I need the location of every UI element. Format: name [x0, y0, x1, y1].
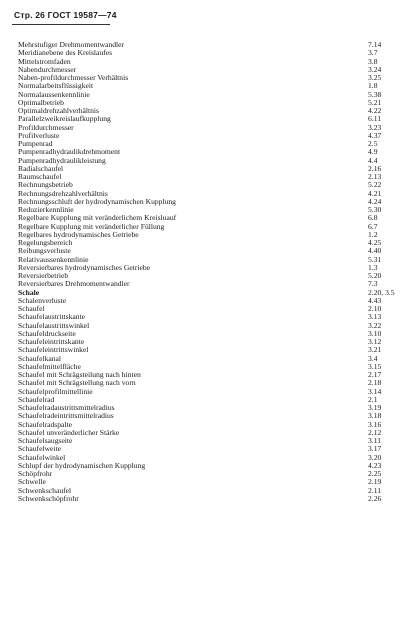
index-entry — [18, 445, 390, 453]
index-page-ref: 3.7 — [368, 48, 378, 58]
index-page-ref: 3.16 — [368, 419, 382, 429]
index-page-ref: 5.22 — [368, 180, 382, 190]
index-term: Schaufelradaustrittsmittelradius — [18, 403, 115, 412]
index-term: Meridianebene des Kreislaufes — [18, 48, 113, 58]
index-term: Reibungsverluste — [18, 246, 71, 256]
index-entry — [18, 470, 390, 478]
index-list — [18, 40, 395, 503]
index-page-ref: 3.17 — [368, 444, 382, 454]
index-entry — [18, 412, 390, 420]
index-term: Relativaussenkennlinie — [18, 254, 89, 264]
index-page-ref: 2.5 — [368, 139, 378, 148]
index-term: Parallelzweikreislaufkupplung — [18, 114, 111, 124]
index-term: Schaufelradeintrittsmittelradius — [18, 411, 114, 421]
index-page-ref: 3.8 — [368, 56, 378, 66]
index-page-ref: 1.8 — [368, 81, 378, 91]
index-term: Schaufelaustrittswinkel — [18, 320, 90, 330]
index-term: Schaufelweite — [18, 444, 62, 454]
index-page-ref: 5.21 — [368, 97, 382, 107]
index-term: Profilverluste — [18, 130, 60, 140]
index-page-ref: 3.25 — [368, 73, 382, 82]
index-page-ref: 3.20 — [368, 452, 382, 462]
index-term: Schwenkschöpfrohr — [18, 493, 79, 503]
index-page-ref: 2.26 — [368, 493, 382, 503]
index-term: Reversierbares Drehmomentwandler — [18, 279, 130, 289]
index-entry — [18, 157, 390, 165]
index-page-ref: 1.3 — [368, 262, 378, 272]
index-entry — [18, 346, 390, 354]
index-term: Normalarbeitsflüssigkeit — [18, 81, 94, 91]
index-term: Schaufel — [18, 304, 45, 313]
index-page-ref: 3.23 — [368, 122, 382, 132]
index-page-ref: 2.12 — [368, 427, 382, 437]
index-term: Rechnungsdrehzahlverhältnis — [18, 188, 108, 198]
index-term: Schaufeleintrittswinkel — [18, 345, 89, 355]
index-page-ref: 6.7 — [368, 221, 378, 231]
index-page-ref: 4.25 — [368, 238, 382, 247]
index-entry — [18, 429, 390, 437]
index-term: Reversierbetrieb — [18, 271, 69, 280]
index-term: Profildurchmesser — [18, 122, 74, 132]
index-term: Optimaldrehzahlverhältnis — [18, 106, 99, 115]
index-entry — [18, 173, 390, 181]
index-page-ref: 5.38 — [368, 89, 382, 99]
index-entry — [18, 437, 390, 445]
index-page-ref: 4.40 — [368, 246, 382, 256]
index-entry — [18, 165, 390, 173]
index-term: Schaufelrad — [18, 394, 55, 404]
index-term: Naben-profildurchmesser Verhältnis — [18, 73, 129, 82]
index-term: Schaufelradspalte — [18, 419, 72, 429]
index-page-ref: 4.43 — [368, 295, 382, 305]
index-page-ref: 3.4 — [368, 353, 378, 363]
index-page-ref: 4.4 — [368, 155, 378, 165]
index-page-ref: 6.8 — [368, 213, 378, 223]
index-term: Mittelstromfaden — [18, 56, 71, 66]
index-term: Schaufeldruckseite — [18, 328, 76, 338]
index-page-ref: 2.10 — [368, 304, 382, 313]
index-term: Schaufelmittelfläche — [18, 361, 81, 371]
index-term: Regelbares hydrodynamisches Getriebe — [18, 229, 139, 239]
index-term: Schale — [18, 287, 40, 297]
index-page-ref: 4.22 — [368, 106, 382, 115]
index-term: Schwenkschaufel — [18, 485, 72, 495]
index-term: Schaufelaustrittskante — [18, 312, 86, 322]
index-page-ref: 5.31 — [368, 254, 382, 264]
index-page-ref: 3.11 — [368, 436, 382, 445]
index-term: Schaufel unveränderlicher Stärke — [18, 427, 120, 437]
index-entry — [18, 124, 390, 132]
index-term: Reversierbares hydrodynamisches Getriebe — [18, 262, 150, 272]
index-term: Schaufel mit Schrägstellung nach vorn — [18, 378, 136, 388]
index-term: Schaufelkanal — [18, 353, 62, 363]
header-rule — [12, 24, 110, 25]
index-page-ref: 2.1 — [368, 394, 378, 404]
index-term: Radialschaufel — [18, 163, 64, 173]
index-page-ref: 3.12 — [368, 337, 382, 346]
index-term: Normalaussenkennlinie — [18, 89, 90, 99]
index-entry — [18, 239, 390, 247]
index-page-ref: 2.11 — [368, 485, 382, 495]
index-page-ref: 4.21 — [368, 188, 382, 198]
index-entry — [18, 264, 390, 272]
page-header: Стр. 26 ГОСТ 19587—74 — [14, 10, 117, 20]
index-entry — [18, 478, 390, 486]
index-page-ref: 2.17 — [368, 370, 382, 379]
index-term: Rechnungsschluft der hydrodynamischen Kupplung — [18, 196, 176, 206]
index-term: Schaufelsaugseite — [18, 436, 73, 445]
index-page-ref: 5.20 — [368, 271, 382, 280]
index-term: Optimalbetrieb — [18, 97, 64, 107]
index-term: Nabendurchmesser — [18, 64, 77, 74]
index-term: Schlupf der hydrodynamischen Kupplung — [18, 460, 146, 470]
index-page-ref: 7.14 — [368, 40, 382, 49]
index-page-ref: 3.15 — [368, 361, 382, 371]
index-page-ref: 3.10 — [368, 328, 382, 338]
index-page-ref: 2.18 — [368, 378, 382, 388]
index-term: Schaufeleintrittskante — [18, 337, 85, 346]
index-term: Raumschaufel — [18, 172, 62, 181]
index-page-ref: 4.37 — [368, 130, 382, 140]
index-page-ref: 1.2 — [368, 229, 378, 239]
index-term: Regelungsbereich — [18, 238, 73, 247]
index-page-ref: 4.23 — [368, 460, 382, 470]
index-entry — [18, 91, 390, 99]
index-page-ref: 3.21 — [368, 345, 382, 355]
index-page-ref: 3.22 — [368, 320, 382, 330]
index-page-ref: 2.16 — [368, 163, 382, 173]
index-page-ref: 3.24 — [368, 64, 382, 74]
index-term: Schwelle — [18, 477, 46, 487]
index-term: Regelbare Kupplung mit veränderlichem Kreisluauf — [18, 213, 177, 223]
index-term: Reduzierkennlinie — [18, 205, 74, 214]
index-page-ref: 2.13 — [368, 172, 382, 181]
index-entry — [18, 297, 390, 305]
index-entry — [18, 462, 390, 470]
index-term: Mehrstufiger Drehmomentwandler — [18, 40, 125, 49]
index-page-ref: 4.9 — [368, 147, 378, 157]
index-page-ref: 3.19 — [368, 403, 382, 412]
index-entry — [18, 495, 390, 503]
index-page-ref: 2.25 — [368, 469, 382, 478]
index-entry — [18, 132, 390, 140]
index-term: Pumpenrad — [18, 139, 53, 148]
index-term: Pumpenradhydraulikleistung — [18, 155, 106, 165]
index-entry — [18, 49, 390, 57]
index-term: Regelbare Kupplung mit veränderlicher Füllung — [18, 221, 165, 231]
index-term: Schaufel mit Schrägsteilung nach hinten — [18, 370, 141, 379]
index-page-ref: 6.11 — [368, 114, 382, 124]
index-term: Schaufelwinkel — [18, 452, 66, 462]
index-term: Schöpfrohr — [18, 469, 53, 478]
index-term: Pumpenradhydraulikdrehmoment — [18, 147, 121, 157]
index-page-ref: 7.3 — [368, 279, 378, 289]
index-page-ref: 4.24 — [368, 196, 382, 206]
index-term: Rechnungsbetrieb — [18, 180, 73, 190]
index-page-ref: 3.18 — [368, 411, 382, 421]
index-page-ref: 2.20, 3.5 — [368, 287, 395, 297]
index-entry — [18, 388, 390, 396]
index-page-ref: 3.14 — [368, 386, 382, 396]
index-term: Schalenverluste — [18, 295, 67, 305]
index-entry — [18, 231, 390, 239]
index-term: Schaufelprofilmittellinie — [18, 386, 93, 396]
index-page-ref: 3.13 — [368, 312, 382, 322]
index-page-ref: 5.30 — [368, 205, 382, 214]
index-entry — [18, 287, 395, 297]
index-entry — [18, 280, 390, 288]
index-page-ref: 2.19 — [368, 477, 382, 487]
